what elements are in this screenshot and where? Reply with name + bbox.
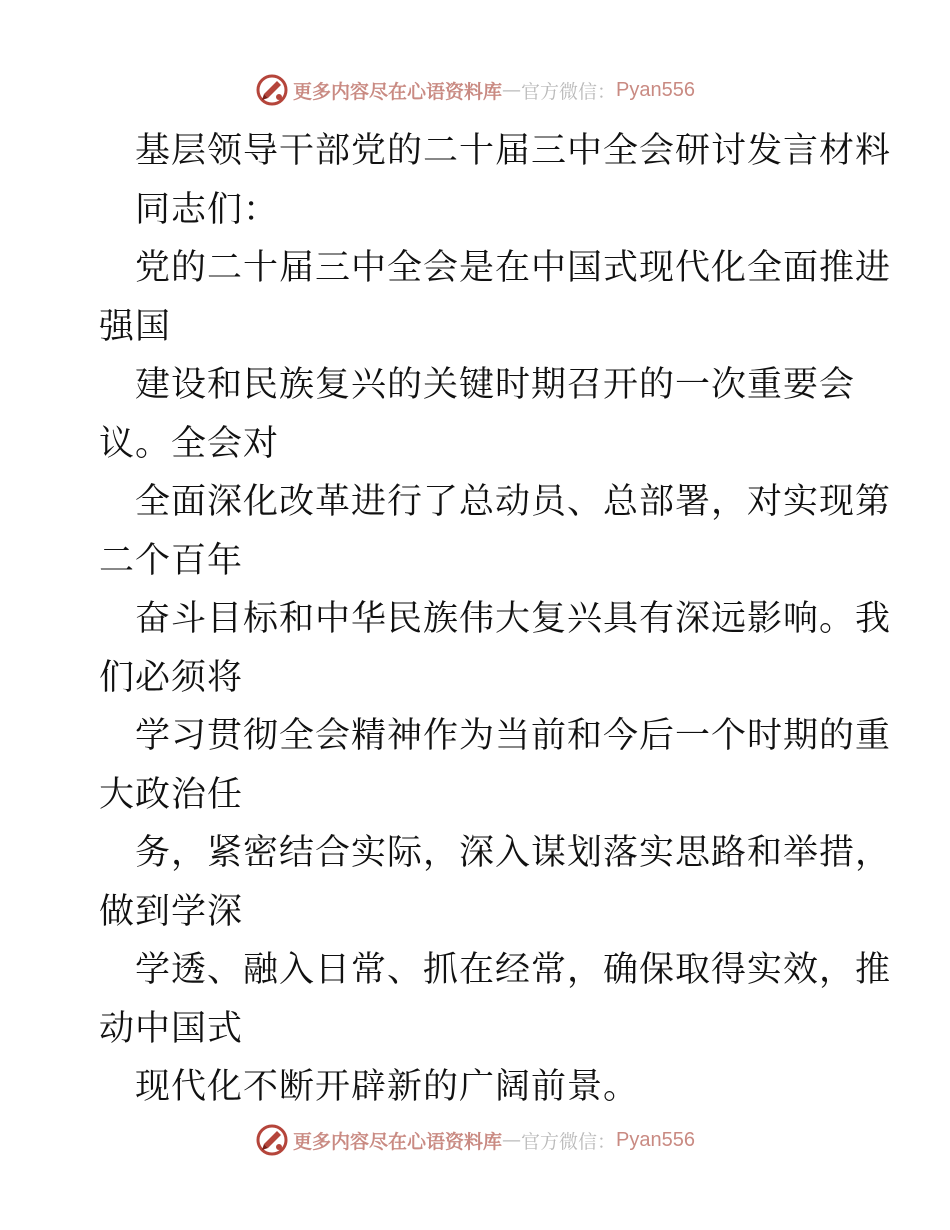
- body-line: 们必须将: [99, 657, 244, 698]
- body-line: 二个百年: [99, 540, 244, 581]
- body-line: 奋斗目标和中华民族伟大复兴具有深远影响。我: [135, 599, 892, 639]
- watermark-separator: —: [502, 1129, 522, 1151]
- watermark-id: Pyan556: [616, 1128, 695, 1151]
- body-line: 学透、融入日常、抓在经常，确保取得实效，推: [135, 950, 892, 990]
- header-watermark: [0, 70, 950, 110]
- watermark-id: Pyan556: [616, 78, 695, 101]
- library-logo-icon: [255, 73, 289, 107]
- body-line: 动中国式: [99, 1008, 244, 1049]
- watermark-text: 更多内容尽在心语资料库: [293, 80, 503, 103]
- body-line: 大政治任: [99, 774, 244, 815]
- document-body: [99, 122, 892, 1117]
- watermark-separator: —: [502, 79, 522, 101]
- body-line: 做到学深: [99, 891, 244, 932]
- body-line: 务，紧密结合实际，深入谋划落实思路和举措，: [135, 833, 892, 873]
- library-logo-icon: [255, 1123, 289, 1157]
- watermark-text: 更多内容尽在心语资料库: [293, 1130, 503, 1153]
- body-line: 议。全会对: [99, 423, 280, 464]
- body-line: 党的二十届三中全会是在中国式现代化全面推进: [135, 248, 892, 288]
- document-title: 基层领导干部党的二十届三中全会研讨发言材料: [135, 131, 892, 171]
- body-line: 强国: [99, 306, 172, 347]
- body-line: 现代化不断开辟新的广阔前景。: [135, 1067, 640, 1107]
- body-line: 全面深化改革进行了总动员、总部署，对实现第: [135, 482, 892, 522]
- body-line: 学习贯彻全会精神作为当前和今后一个时期的重: [135, 716, 892, 756]
- body-line: 建设和民族复兴的关键时期召开的一次重要会: [135, 365, 856, 405]
- salutation: 同志们：: [135, 189, 280, 230]
- footer-watermark: [0, 1120, 950, 1160]
- watermark-prefix: 官方微信：: [521, 1130, 617, 1153]
- watermark-prefix: 官方微信：: [521, 80, 617, 103]
